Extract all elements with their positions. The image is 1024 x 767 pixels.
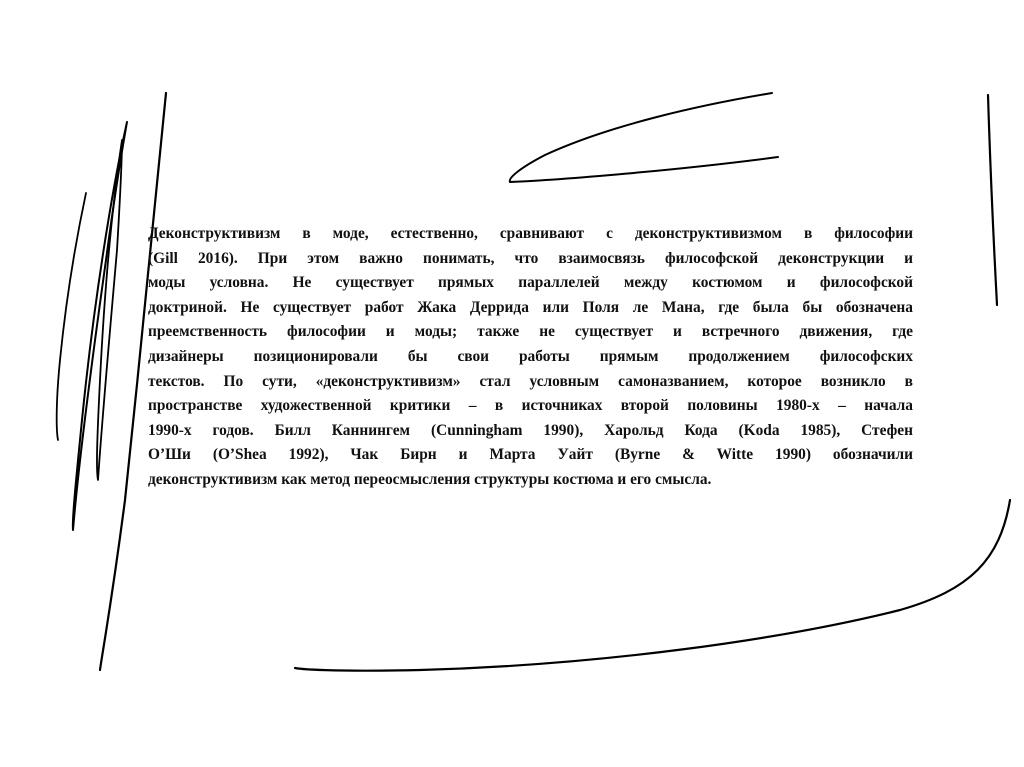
paragraph-line-6: дизайнеры позиционировали бы свои работы прямым продолжением философских <box>148 347 913 365</box>
paragraph-line-5: преемственность философии и моды; также не существует и встречного движения, где <box>148 323 913 341</box>
frame-stroke-right-bottom-curve <box>295 500 1010 671</box>
paragraph-line-9: 1990-х годов. Билл Каннингем (Cunningham 1990), Харольд Кода (Koda 1985), Стефен <box>148 421 913 439</box>
paragraph-line-1: Деконструктивизм в моде, естественно, сравнивают с деконструктивизмом в философии <box>148 225 913 242</box>
frame-stroke-right-vertical <box>988 95 997 305</box>
paragraph-line-7: текстов. По сути, «деконструктивизм» стал условным самоназванием, которое возникло в <box>148 372 913 390</box>
paragraph-line-10: О’Ши (O’Shea 1992), Чак Бирн и Марта Уайт (Byrne & Witte 1990) обозначили <box>148 446 913 464</box>
frame-stroke-left-short <box>57 193 86 440</box>
frame-stroke-left-loop-1 <box>73 122 127 530</box>
paragraph-line-2: (Gill 2016). При этом важно понимать, что взаимосвязь философской деконструкции и <box>148 249 913 267</box>
frame-stroke-top-wedge <box>510 93 778 182</box>
paragraph-line-3: моды условна. Не существует прямых параллелей между костюмом и философской <box>148 274 913 292</box>
paragraph-line-4: доктриной. Не существует работ Жака Деррида или Поля ле Мана, где была бы обозначена <box>148 298 913 316</box>
paragraph-line-11: деконструктивизм как метод переосмысления структуры костюма и его смысла. <box>148 470 712 488</box>
slide-paragraph <box>148 222 913 493</box>
frame-stroke-left-loop-2 <box>97 140 122 480</box>
paragraph-line-8: пространстве художественной критики – в источниках второй половины 1980-х – начала <box>148 397 913 415</box>
